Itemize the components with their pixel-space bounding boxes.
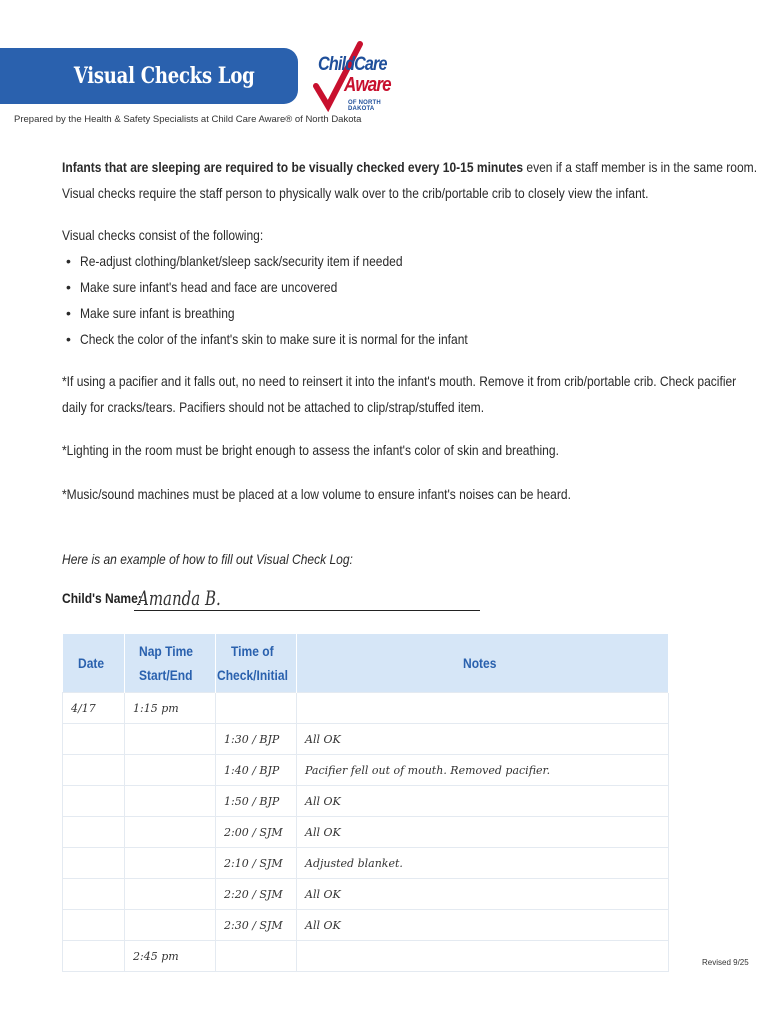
logo-text-childcare: ChildCare xyxy=(318,54,387,75)
table-row: 2:20 / SJM All OK xyxy=(63,879,669,910)
visual-check-table xyxy=(62,634,669,972)
intro-bold: Infants that are sleeping are required to be visually checked every 10-15 minutes xyxy=(62,159,524,175)
table-row: 2:30 / SJM All OK xyxy=(63,910,669,941)
table-row: 4/17 1:15 pm xyxy=(63,693,669,724)
logo-text-aware: Aware xyxy=(344,74,391,96)
childcare-aware-logo xyxy=(308,36,404,112)
child-name-value: Amanda B. xyxy=(138,586,221,610)
music-note: *Music/sound machines must be placed at a low volume to ensure infant's noises can be heard. xyxy=(62,486,571,502)
table-row: 2:10 / SJM Adjusted blanket. xyxy=(63,848,669,879)
header-date: Date xyxy=(63,634,125,693)
intro-rest: even if a staff member is in the same room. xyxy=(523,159,758,175)
page-title: Visual Checks Log xyxy=(73,63,255,89)
pacifier-note xyxy=(62,368,737,420)
table-row: 2:00 / SJM All OK xyxy=(63,817,669,848)
prepared-by: Prepared by the Health & Safety Specialists at Child Care Aware® of North Dakota xyxy=(14,114,362,125)
child-name-label: Child's Name: xyxy=(62,590,142,606)
list-item: • Make sure infant's head and face are uncovered xyxy=(62,274,712,300)
checks-section xyxy=(62,222,712,352)
child-name-underline xyxy=(134,610,480,611)
header-nap-time: Nap Time Start/End xyxy=(125,634,216,693)
header-notes: Notes xyxy=(297,634,669,693)
logo-subtext: OF NORTH DAKOTA xyxy=(348,100,381,112)
table-row: 1:40 / BJP Pacifier fell out of mouth. Removed pacifier. xyxy=(63,755,669,786)
intro-line2: Visual checks require the staff person to physically walk over to the crib/portable crib to closely view the infant. xyxy=(62,185,649,201)
pacifier-note-line1: *If using a pacifier and it falls out, no need to reinsert it into the infant's mouth. Remove it from crib/portable crib. Check pacifier xyxy=(62,373,737,389)
pacifier-note-line2: daily for cracks/tears. Pacifiers should not be attached to clip/strap/stuffed item. xyxy=(62,399,485,415)
title-banner xyxy=(0,48,298,104)
example-intro: Here is an example of how to fill out Visual Check Log: xyxy=(62,551,353,567)
revised-date: Revised 9/25 xyxy=(702,958,749,967)
table-row: 1:50 / BJP All OK xyxy=(63,786,669,817)
header-time-of-check: Time of Check/Initial xyxy=(216,634,297,693)
lighting-note: *Lighting in the room must be bright enough to assess the infant's color of skin and breathing. xyxy=(62,442,559,458)
list-item: • Re-adjust clothing/blanket/sleep sack/security item if needed xyxy=(62,248,712,274)
checks-list xyxy=(62,248,712,352)
table-header-row xyxy=(63,634,669,693)
intro-paragraph xyxy=(62,154,758,206)
table-row: 2:45 pm xyxy=(63,941,669,972)
table-row: 1:30 / BJP All OK xyxy=(63,724,669,755)
list-item: • Make sure infant is breathing xyxy=(62,300,712,326)
checks-heading: Visual checks consist of the following: xyxy=(62,227,264,243)
list-item: • Check the color of the infant's skin to make sure it is normal for the infant xyxy=(62,326,712,352)
